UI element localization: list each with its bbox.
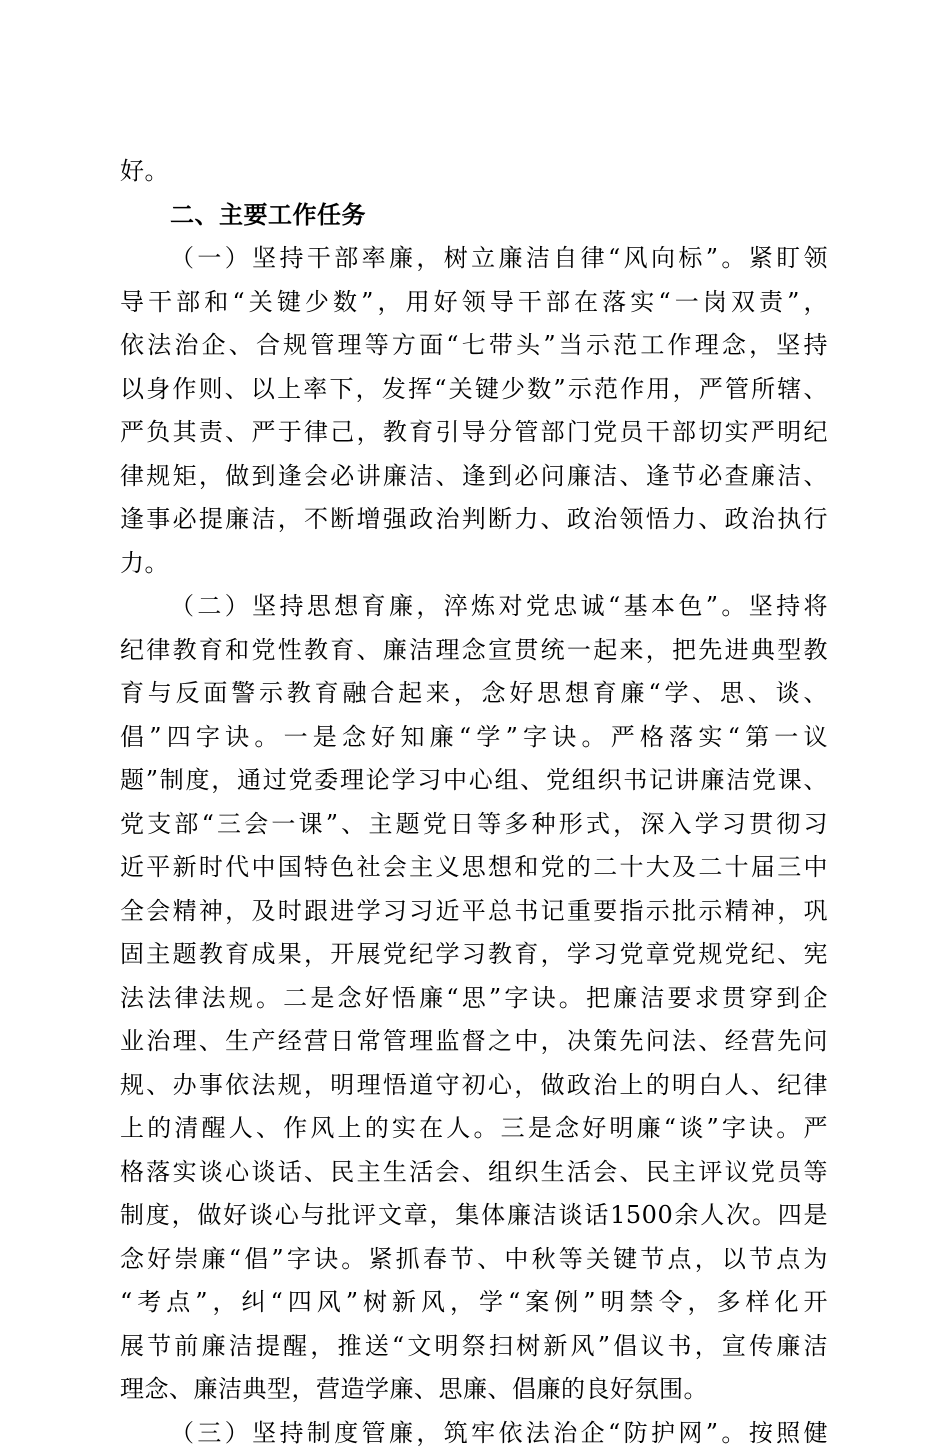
text-line: 依法治企、合规管理等方面“七带头”当示范工作理念，坚持 xyxy=(120,324,828,368)
section-heading: 二、主要工作任务 xyxy=(120,194,828,238)
text-line: 法法律法规。二是念好悟廉“思”字诀。把廉洁要求贯穿到企 xyxy=(120,977,828,1021)
text-line: 制度，做好谈心与批评文章，集体廉洁谈话1500余人次。四是 xyxy=(120,1194,828,1238)
text-line: 逢事必提廉洁，不断增强政治判断力、政治领悟力、政治执行 xyxy=(120,498,828,542)
text-line: 上的清醒人、作风上的实在人。三是念好明廉“谈”字诀。严 xyxy=(120,1107,828,1151)
text-line: 展节前廉洁提醒，推送“文明祭扫树新风”倡议书，宣传廉洁 xyxy=(120,1325,828,1369)
text-line: 业治理、生产经营日常管理监督之中，决策先问法、经营先问 xyxy=(120,1020,828,1064)
text-line: 固主题教育成果，开展党纪学习教育，学习党章党规党纪、宪 xyxy=(120,933,828,977)
text-line: 格落实谈心谈话、民主生活会、组织生活会、民主评议党员等 xyxy=(120,1151,828,1195)
text-line: 导干部和“关键少数”，用好领导干部在落实“一岗双责”， xyxy=(120,281,828,325)
text-line: 育与反面警示教育融合起来，念好思想育廉“学、思、谈、 xyxy=(120,672,828,716)
text-line: 念好崇廉“倡”字诀。紧抓春节、中秋等关键节点，以节点为 xyxy=(120,1238,828,1282)
text-line: 好。 xyxy=(120,150,828,194)
text-line: “考点”，纠“四风”树新风，学“案例”明禁令，多样化开 xyxy=(120,1281,828,1325)
text-line: 题”制度，通过党委理论学习中心组、党组织书记讲廉洁党课、 xyxy=(120,759,828,803)
text-line: 力。 xyxy=(120,542,828,586)
text-line: 近平新时代中国特色社会主义思想和党的二十大及二十届三中 xyxy=(120,846,828,890)
text-line: 严负其责、严于律己，教育引导分管部门党员干部切实严明纪 xyxy=(120,411,828,455)
text-line: 律规矩，做到逢会必讲廉洁、逢到必问廉洁、逢节必查廉洁、 xyxy=(120,455,828,499)
text-line: （三）坚持制度管廉，筑牢依法治企“防护网”。按照健 xyxy=(120,1412,828,1455)
text-line: （二）坚持思想育廉，淬炼对党忠诚“基本色”。坚持将 xyxy=(120,585,828,629)
text-line: 全会精神，及时跟进学习习近平总书记重要指示批示精神，巩 xyxy=(120,890,828,934)
text-line: 党支部“三会一课”、主题党日等多种形式，深入学习贯彻习 xyxy=(120,803,828,847)
text-line: （一）坚持干部率廉，树立廉洁自律“风向标”。紧盯领 xyxy=(120,237,828,281)
text-line: 纪律教育和党性教育、廉洁理念宣贯统一起来，把先进典型教 xyxy=(120,629,828,673)
text-line: 以身作则、以上率下，发挥“关键少数”示范作用，严管所辖、 xyxy=(120,368,828,412)
text-line: 理念、廉洁典型，营造学廉、思廉、倡廉的良好氛围。 xyxy=(120,1368,828,1412)
text-line: 倡”四字诀。一是念好知廉“学”字诀。严格落实“第一议 xyxy=(120,716,828,760)
text-line: 规、办事依法规，明理悟道守初心，做政治上的明白人、纪律 xyxy=(120,1064,828,1108)
document-page xyxy=(120,150,828,1455)
